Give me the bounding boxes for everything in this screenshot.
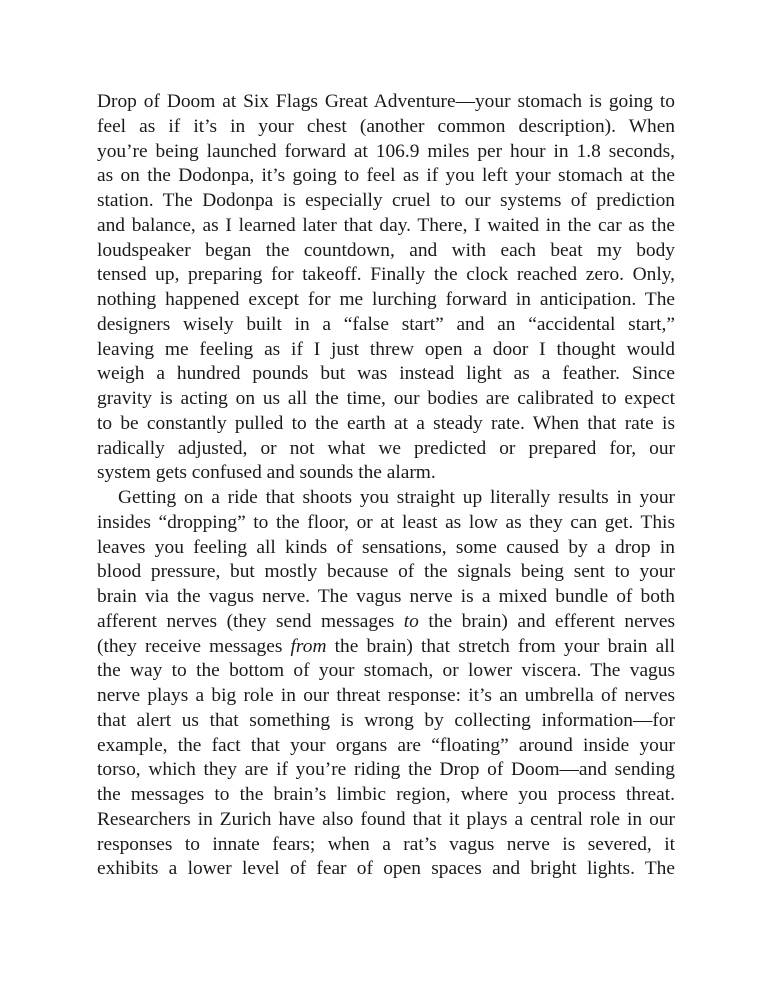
text-line [97,610,675,635]
text-line: designers wisely built in a “false start” and an “accidental start,” [97,313,675,335]
text-line: gravity is acting on us all the time, our bodies are calibrated to expect [97,388,675,409]
text-line: responses to innate fears; when a rat’s vagus nerve is severed, it [97,833,675,855]
text-line: you’re being launched forward at 106.9 miles per hour in 1.8 seconds, [97,140,675,162]
italic-emphasis: to [403,610,419,632]
text-run: afferent nerves (they send messages [97,610,404,632]
text-line: nerve plays a big role in our threat response: it’s an umbrella of nerves [97,685,675,706]
text-line: Getting on a ride that shoots you straight up literally results in your [118,487,675,508]
text-line: Researchers in Zurich have also found that it plays a central role in our [97,808,675,830]
text-line: brain via the vagus nerve. The vagus nerve is a mixed bundle of both [97,586,675,607]
text-line: the messages to the brain’s limbic region, where you process threat. [97,784,675,805]
text-line: weigh a hundred pounds but was instead light as a feather. Since [97,363,675,385]
text-line: system gets confused and sounds the alarm. [97,462,436,484]
text-line: station. The Dodonpa is especially cruel to our systems of prediction [97,190,675,211]
text-line: radically adjusted, or not what we predicted or prepared for, our [97,437,675,459]
text-line: tensed up, preparing for takeoff. Finally the clock reached zero. Only, [97,264,675,286]
text-line: to be constantly pulled to the earth at a steady rate. When that rate is [97,412,675,434]
text-line: torso, which they are if you’re riding the Drop of Doom—and sending [97,759,675,781]
text-line: leaving me feeling as if I just threw open a door I thought would [97,338,675,360]
body-text [97,90,675,882]
text-run: the brain) and efferent nerves [418,610,675,632]
text-line: feel as if it’s in your chest (another common description). When [97,115,675,137]
text-line: Drop of Doom at Six Flags Great Adventure—your stomach is going to [97,91,675,112]
text-line: exhibits a lower level of fear of open spaces and bright lights. The [97,858,675,880]
text-line: blood pressure, but mostly because of the signals being sent to your [97,561,675,583]
italic-emphasis: from [290,635,327,657]
text-line: nothing happened except for me lurching forward in anticipation. The [97,289,675,310]
text-line: example, the fact that your organs are “floating” around inside your [97,734,675,756]
text-line: and balance, as I learned later that day. There, I waited in the car as the [97,214,675,236]
text-line: that alert us that something is wrong by collecting information—for [97,709,675,731]
paragraph-2 [97,486,675,882]
text-line [97,635,675,660]
text-line: loudspeaker began the countdown, and with each beat my body [97,239,675,261]
text-line: leaves you feeling all kinds of sensations, some caused by a drop in [97,536,675,558]
text-run: the brain) that stretch from your brain all [326,635,675,657]
text-line: as on the Dodonpa, it’s going to feel as if you left your stomach at the [97,165,675,187]
text-line: insides “dropping” to the floor, or at least as low as they can get. This [97,511,675,533]
text-run: (they receive messages [97,635,291,657]
text-line: the way to the bottom of your stomach, or lower viscera. The vagus [97,660,675,682]
paragraph-1 [97,90,675,486]
